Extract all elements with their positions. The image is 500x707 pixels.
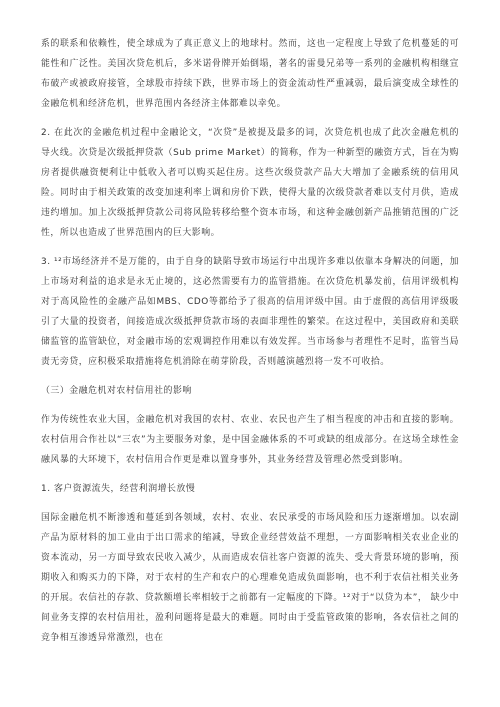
subsection-heading: 1. 客户资源流失，经营利润增长放慢 bbox=[41, 484, 196, 494]
body-paragraph: 国际金融危机不断渗透和蔓延到各领域，农村、农业、农民承受的市场风险和压力逐渐增加。以农副产品为原材料的加工业由于出口需求的缩减，导致企业经营效益不理想，一方面影响相关农业企业的资本流动，另一方面导致农民收入减少，从而造成农信社客户资源的流失、受大背景环境的影响，预期收入和购买力的下降，对于农村的生产和农户的心理难免造成负面影响，也不利于农信社相关业务的开展。农信社的存款、贷款额增长率相较于之前都有一定幅度的下降。¹²对于“以贷为本”， 缺少中间业务支撑的农村信用社，盈利问题将是最大的难题。同时由于受监管政策的影响，各农信社之间的竞争相互渗透异常激烈，也在 bbox=[41, 513, 459, 643]
body-paragraph: 3. ¹²市场经济并不是万能的，由于自身的缺陷导致市场运行中出现许多难以依靠本身解决的问题，加上市场对利益的追求是永无止境的，这必然需要有力的监管措施。在次贷危机暴发前，信用评级机构对于高风险性的金融产品如MBS、CDO等都给予了很高的信用评级中国。由于虚假的高信用评级吸引了大量的投资者，间接造成次级抵押贷款市场的表面非理性的繁荣。在这过程中，美国政府和美联储监管的监管缺位，对金融市场的宏观调控作用难以有效发挥。当市场参与者理性不足时，监管当局责无旁贷，应积极采取措施将危机消除在萌芽阶段，否则越演越烈将一发不可收拾。 bbox=[41, 257, 459, 367]
section-heading: （三）金融危机对农村信用社的影响 bbox=[41, 386, 192, 396]
body-paragraph: 系的联系和依赖性，使全球成为了真正意义上的地球村。然而，这也一定程度上导致了危机蔓延的可能性和广泛性。美国次贷危机后，多米诺骨牌开始倒塌，著名的雷曼兄弟等一系列的金融机构相继宣布破产或被政府接管，全球股市持续下跌，世界市场上的资金流动性严重减弱，最后演变成全球性的金融危机和经济危机，世界范围内各经济主体都难以幸免。 bbox=[41, 39, 459, 109]
body-paragraph: 作为传统性农业大国，金融危机对我国的农村、农业、农民也产生了相当程度的冲击和直接的影响。农村信用合作社以“三农”为主要服务对象，是中国金融体系的不可或缺的组成部分。在这场全球性金融风暴的大环境下，农村信用合作更是难以置身事外，其业务经营及管理必然受到影响。 bbox=[41, 415, 459, 465]
body-paragraph: 2. 在此次的金融危机过程中金融论文，“次贷”是被提及最多的词，次贷危机也成了此次金融危机的导火线。次贷是次级抵押贷款（Sub prime Market）的简称，作为一种新型的融资方式，旨在为购房者提供融资便利让中低收入者可以购买起住房。这些次级贷款产品大大增加了金融系统的信用风险。同时由于相关政策的改变加速利率上调和房价下跌，使得大量的次级贷款者难以支付月供，造成违约增加。加上次级抵押贷款公司将风险转移给整个资本市场，和这种金融创新产品推销范围的广泛性，所以也造成了世界范围内的巨大影响。 bbox=[41, 128, 459, 238]
